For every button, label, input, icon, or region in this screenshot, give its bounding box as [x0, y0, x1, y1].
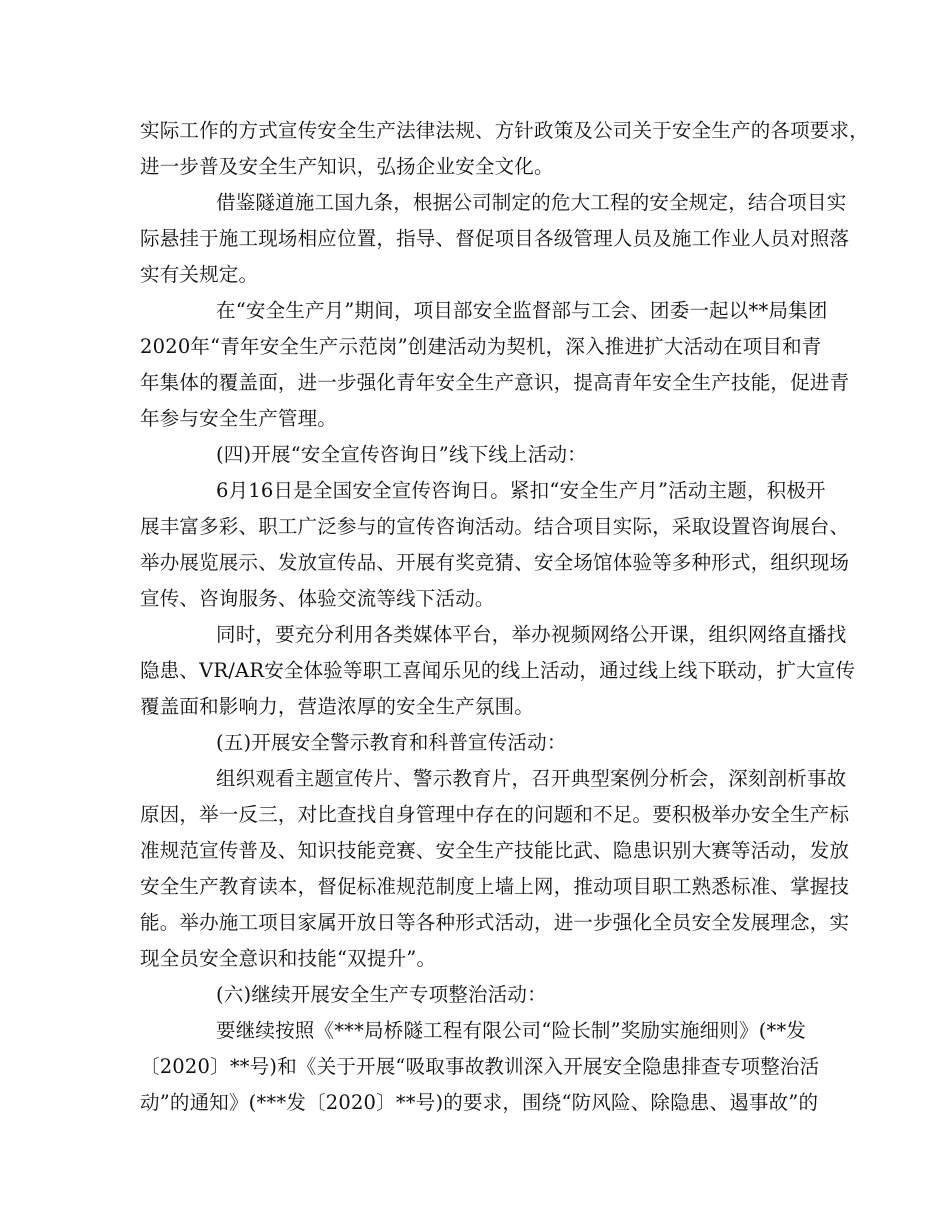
- text-line: 展丰富多彩、职工广泛参与的宣传咨询活动。结合项目实际，采取设置咨询展台、: [140, 515, 850, 538]
- text-line: 举办展览展示、发放宣传品、开展有奖竞猜、安全场馆体验等多种形式，组织现场: [140, 551, 850, 574]
- text-line: 6月16日是全国安全宣传咨询日。紧扣“安全生产月”活动主题，积极开: [216, 479, 826, 502]
- text-line: 隐患、VR/AR安全体验等职工喜闻乐见的线上活动，通过线上线下联动，扩大宣传: [140, 659, 856, 682]
- text-line: 〔2020〕**号)和《关于开展“吸取事故教训深入开展安全隐患排查专项整治活: [140, 1055, 820, 1078]
- text-line: 现全员安全意识和技能“双提升”。: [140, 947, 437, 970]
- text-line: 覆盖面和影响力，营造浓厚的安全生产氛围。: [140, 695, 535, 718]
- text-line: 宣传、咨询服务、体验交流等线下活动。: [140, 587, 495, 610]
- section-heading: (四)开展“安全宣传咨询日”线下线上活动：: [216, 443, 587, 466]
- text-line: 原因，举一反三，对比查找自身管理中存在的问题和不足。要积极举办安全生产标: [140, 803, 850, 826]
- text-line: 2020年“青年安全生产示范岗”创建活动为契机，深入推进扩大活动在项目和青: [140, 335, 822, 358]
- text-line: 安全生产教育读本，督促标准规范制度上墙上网，推动项目职工熟悉标准、掌握技: [140, 875, 850, 898]
- text-line: 实际工作的方式宣传安全生产法律法规、方针政策及公司关于安全生产的各项要求，: [140, 119, 869, 142]
- text-line: 同时，要充分利用各类媒体平台，举办视频网络公开课，组织网络直播找: [216, 623, 847, 646]
- text-line: 能。举办施工项目家属开放日等各种形式活动，进一步强化全员安全发展理念，实: [140, 911, 850, 934]
- text-line: 年集体的覆盖面，进一步强化青年安全生产意识，提高青年安全生产技能，促进青: [140, 371, 850, 394]
- text-line: 借鉴隧道施工国九条，根据公司制定的危大工程的安全规定，结合项目实: [216, 191, 847, 214]
- text-line: 实有关规定。: [140, 263, 259, 286]
- text-line: 年参与安全生产管理。: [140, 407, 338, 430]
- text-line: 动”的通知》(***发〔2020〕**号)的要求，围绕“防风险、除隐患、遏事故”的: [140, 1091, 819, 1114]
- text-line: 进一步普及安全生产知识，弘扬企业安全文化。: [140, 155, 554, 178]
- text-line: 要继续按照《***局桥隧工程有限公司“险长制”奖励实施细则》(**发: [216, 1019, 807, 1042]
- section-heading: (五)开展安全警示教育和科普宣传活动：: [216, 731, 567, 754]
- text-line: 际悬挂于施工现场相应位置，指导、督促项目各级管理人员及施工作业人员对照落: [140, 227, 850, 250]
- text-line: 在“安全生产月”期间，项目部安全监督部与工会、团委一起以**局集团: [216, 299, 828, 322]
- section-heading: (六)继续开展安全生产专项整治活动：: [216, 983, 547, 1006]
- text-line: 准规范宣传普及、知识技能竞赛、安全生产技能比武、隐患识别大赛等活动，发放: [140, 839, 850, 862]
- text-line: 组织观看主题宣传片、警示教育片，召开典型案例分析会，深刻剖析事故: [216, 767, 847, 790]
